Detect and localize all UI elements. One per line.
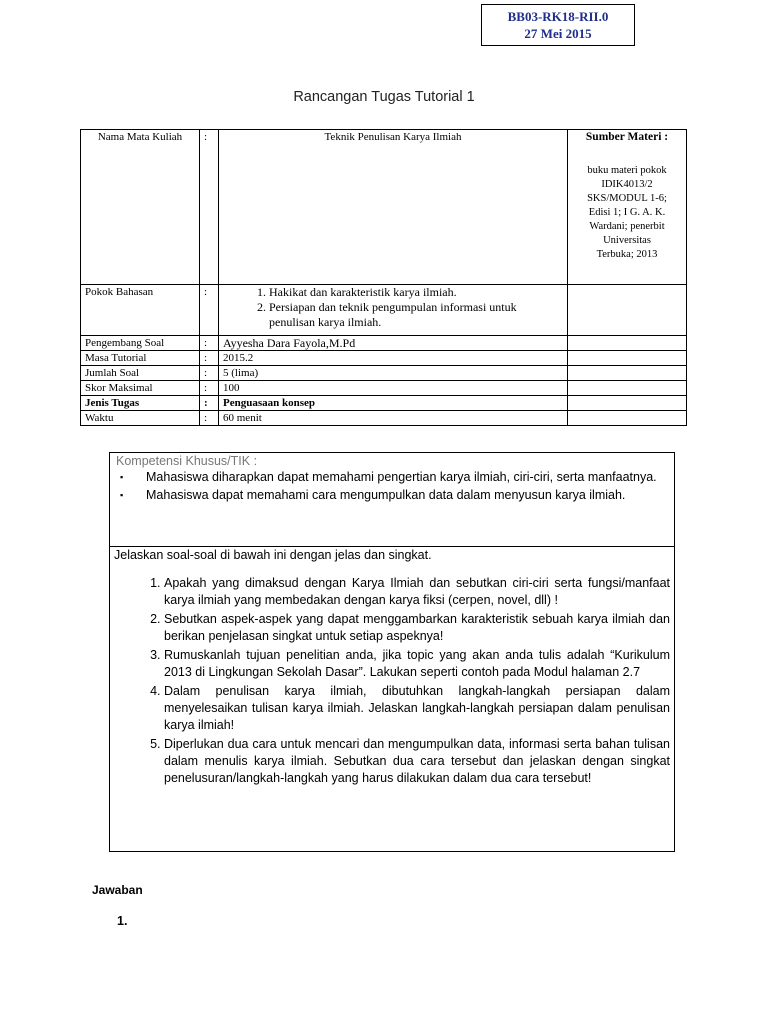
table-row [81,396,687,411]
question-item: 5. Diperlukan dua cara untuk mencari dan mengumpulkan data, informasi serta bahan tulisan dalam menulis karya ilmiah. Sebutkan dua cara tersebut dan jelaskan dengan singkat penelusuran/langkah-langkah yang harus dilakukan dalam dua cara tersebut! [164,736,670,787]
source-material [568,130,687,285]
colon: : [200,381,219,396]
empty-cell [568,336,687,351]
topic-list [223,285,563,330]
page-title: Rancangan Tugas Tutorial 1 [293,89,475,105]
competence-item: ▪ Mahasiswa diharapkan dapat memahami pengertian karya ilmiah, ciri-ciri, serta manfaatnya. [146,469,668,486]
table-row [81,351,687,366]
colon: : [200,366,219,381]
document-date: 27 Mei 2015 [524,26,592,41]
topic-item: 2. Persiapan dan teknik pengumpulan informasi untuk penulisan karya ilmiah. [269,300,563,330]
task-box [109,452,675,852]
document-code-box [481,4,635,46]
colon: : [200,396,219,411]
row-label: Waktu [81,411,200,426]
row-label: Pengembang Soal [81,336,200,351]
table-row [81,381,687,396]
source-line: SKS/MODUL 1-6; [587,193,667,204]
source-line: Edisi 1; I G. A. K. [588,207,666,218]
competence-section [110,453,674,547]
course-name-label: Nama Mata Kuliah [81,130,200,285]
source-line: buku materi pokok [587,165,667,176]
table-row [81,130,687,285]
row-value: Ayyesha Dara Fayola,M.Pd [219,336,568,351]
table-row [81,366,687,381]
source-heading: Sumber Materi : [585,131,669,143]
topic-list-cell [219,285,568,336]
questions-list [114,575,670,787]
question-item: 2. Sebutkan aspek-aspek yang dapat menggambarkan karakteristik sebuah karya ilmiah dan berikan penjelasan singkat untuk setiap aspeknya! [164,611,670,645]
questions-section [110,547,674,787]
topic-label: Pokok Bahasan [81,285,200,336]
question-item: 1. Apakah yang dimaksud dengan Karya Ilmiah dan sebutkan ciri-ciri serta fungsi/manfaat karya ilmiah yang membedakan dengan karya fiksi (cerpen, novel, dll) ! [164,575,670,609]
empty-cell [568,351,687,366]
row-value: 60 menit [219,411,568,426]
answer-number: 1. [117,914,128,928]
colon: : [200,336,219,351]
row-label: Jenis Tugas [81,396,200,411]
colon: : [200,285,219,336]
row-value: 2015.2 [219,351,568,366]
table-row [81,411,687,426]
row-label: Jumlah Soal [81,366,200,381]
course-name-value: Teknik Penulisan Karya Ilmiah [219,130,568,285]
row-label: Skor Maksimal [81,381,200,396]
empty-cell [568,411,687,426]
row-value: 100 [219,381,568,396]
competence-label: Kompetensi Khusus/TIK : [116,454,258,468]
empty-cell [568,285,687,336]
source-line: Wardani; penerbit [589,221,665,232]
colon: : [200,351,219,366]
table-row [81,285,687,336]
empty-cell [568,366,687,381]
empty-cell [568,381,687,396]
competence-item: ▪ Mahasiswa dapat memahami cara mengumpulkan data dalam menyusun karya ilmiah. [146,487,668,504]
competence-list [116,469,668,504]
document-code: BB03-RK18-RII.0 [507,9,609,24]
colon: : [200,130,219,285]
source-line: IDIK4013/2 [601,179,653,190]
source-line: Universitas [603,235,651,246]
topic-item: 1. Hakikat dan karakteristik karya ilmiah. [269,285,563,300]
source-line: Terbuka; 2013 [596,249,658,260]
questions-intro: Jelaskan soal-soal di bawah ini dengan jelas dan singkat. [114,548,432,562]
row-value: 5 (lima) [219,366,568,381]
question-item: 3. Rumuskanlah tujuan penelitian anda, jika topic yang akan anda tulis adalah “Kurikulum 2013 di Lingkungan Sekolah Dasar”. Lakukan seperti contoh pada Modul halaman 2.7 [164,647,670,681]
answer-heading: Jawaban [92,883,143,897]
course-info-table [80,129,687,426]
row-label: Masa Tutorial [81,351,200,366]
table-row [81,336,687,351]
colon: : [200,411,219,426]
question-item: 4. Dalam penulisan karya ilmiah, dibutuhkan langkah-langkah persiapan dalam menyelesaikan tulisan karya ilmiah. Jelaskan langkah-langkah persiapan dalam penulisan karya ilmiah! [164,683,670,734]
empty-cell [568,396,687,411]
row-value: Penguasaan konsep [219,396,568,411]
